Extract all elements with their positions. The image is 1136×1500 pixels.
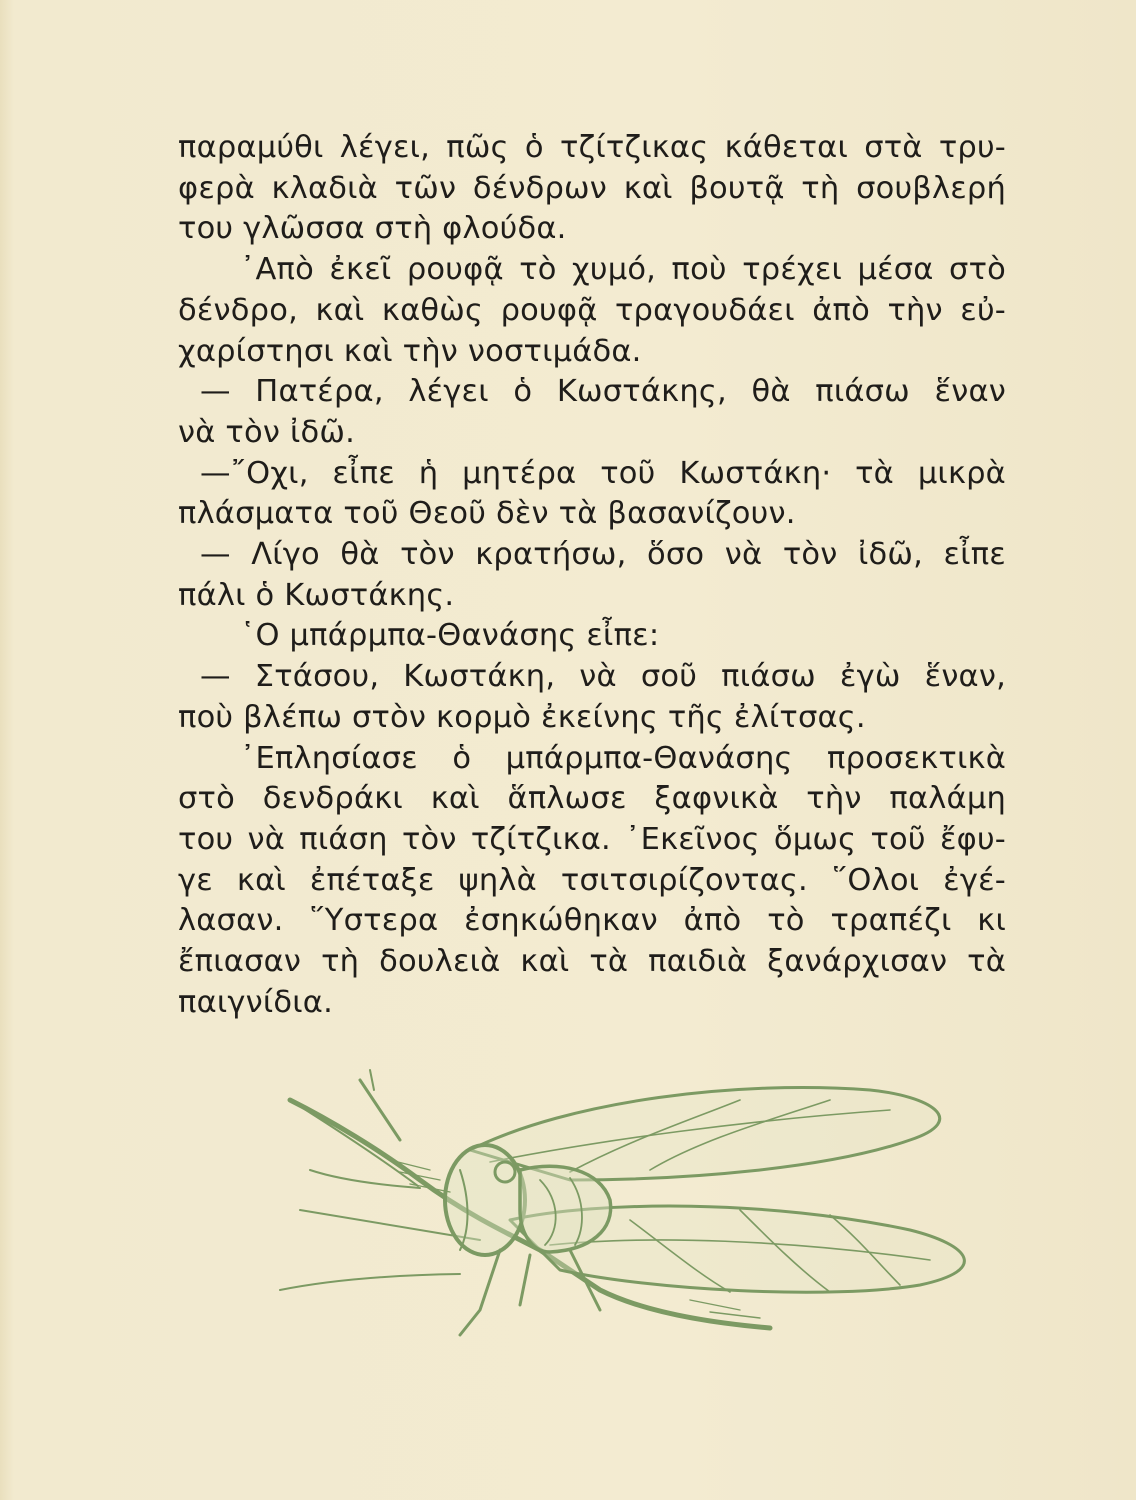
cicada-illustration: [270, 1060, 1030, 1350]
text-line: ῾Ο μπάρμπα-Θανάσης εἶπε:: [240, 618, 660, 654]
text-line: δένδρο, καὶ καθὼς ρουφᾷ τραγουδάει ἀπὸ τὴν εὐ-: [178, 292, 1006, 328]
text-line: στὸ δενδράκι καὶ ἅπλωσε ξαφνικὰ τὴν παλάμη: [178, 781, 1006, 817]
text-line: ἔπιασαν τὴ δουλειὰ καὶ τὰ παιδιὰ ξανάρχισαν τὰ: [178, 944, 1006, 980]
text-line: — Πατέρα, λέγει ὁ Κωστάκης, θὰ πιάσω ἕναν: [200, 374, 1006, 410]
paragraph: [178, 372, 1006, 453]
text-line: παραμύθι λέγει, πῶς ὁ τζίτζικας κάθεται στὰ τρυ-: [178, 130, 1006, 165]
text-line: — Λίγο θὰ τὸν κρατήσω, ὅσο νὰ τὸν ἰδῶ, εἶπε: [200, 537, 1006, 573]
text-line: γε καὶ ἐπέταξε ψηλὰ τσιτσιρίζοντας. ῞Ολοι ἐγέ-: [178, 862, 1006, 898]
text-line: φερὰ κλαδιὰ τῶν δένδρων καὶ βουτᾷ τὴ σουβλερή: [178, 170, 1006, 206]
paragraph: [178, 657, 1006, 738]
text-line: παιγνίδια.: [178, 984, 333, 1020]
text-line: —῎Οχι, εἶπε ἡ μητέρα τοῦ Κωστάκη· τὰ μικρὰ: [200, 455, 1006, 491]
paragraph: [178, 454, 1006, 535]
paragraph: [178, 616, 1006, 657]
text-line: λασαν. ῞Υστερα ἐσηκώθηκαν ἀπὸ τὸ τραπέζι κι: [178, 903, 1006, 939]
paragraph: [178, 535, 1006, 616]
text-line: ᾿Επλησίασε ὁ μπάρμπα-Θανάσης προσεκτικὰ: [240, 740, 1006, 776]
text-line: πλάσματα τοῦ Θεοῦ δὲν τὰ βασανίζουν.: [178, 496, 796, 532]
text-line: ᾿Απὸ ἐκεῖ ρουφᾷ τὸ χυμό, ποὺ τρέχει μέσα στὸ: [240, 252, 1006, 288]
text-line: του γλῶσσα στὴ φλούδα.: [178, 211, 567, 247]
paragraph: [178, 128, 1006, 250]
text-line: ποὺ βλέπω στὸν κορμὸ ἐκείνης τῆς ἐλίτσας.: [178, 699, 866, 735]
text-line: νὰ τὸν ἰδῶ.: [178, 414, 356, 450]
text-line: — Στάσου, Κωστάκη, νὰ σοῦ πιάσω ἐγὼ ἕναν,: [200, 659, 1006, 695]
text-line: χαρίστησι καὶ τὴν νοστιμάδα.: [178, 333, 642, 369]
paragraph: [178, 250, 1006, 372]
paragraph: [178, 739, 1006, 1024]
text-line: του νὰ πιάση τὸν τζίτζικα. ᾿Εκεῖνος ὅμως τοῦ ἔφυ-: [178, 821, 1006, 857]
text-line: πάλι ὁ Κωστάκης.: [178, 577, 455, 613]
story-text: [178, 128, 1006, 1023]
